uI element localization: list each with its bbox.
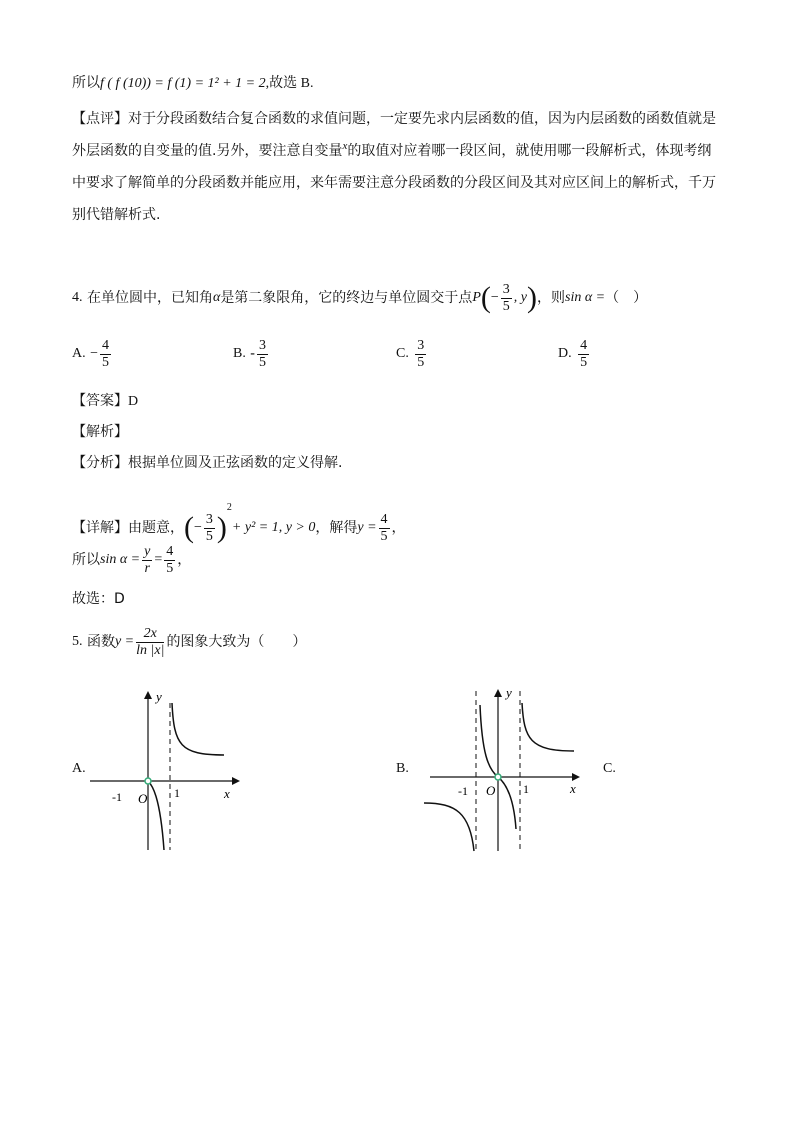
option-d-den: 5 <box>580 354 588 370</box>
q5-text-2: 的图象大致为（ ） <box>166 634 307 650</box>
detail-equation: + y² = 1, y > 0 <box>231 520 316 535</box>
option-a-den: 5 <box>101 354 109 370</box>
choose-text: 故选：D <box>72 591 125 607</box>
analysis-line <box>72 452 342 472</box>
answer-value: D <box>128 394 139 409</box>
graph-b-curve-far-left <box>424 803 474 851</box>
option-d-num: 4 <box>580 337 588 353</box>
detail-y-den: 5 <box>380 528 388 544</box>
analysis-tag: 【分析】 <box>72 455 128 471</box>
detail-lparen: ( <box>184 511 194 544</box>
graph-b[interactable] <box>416 683 586 855</box>
detail-square: 2 <box>226 502 232 513</box>
graph-a-curve-right <box>172 703 224 755</box>
option-c-num: 3 <box>417 337 425 353</box>
jiexi-tag: 【解析】 <box>72 424 128 440</box>
q4-text-1: 在单位圆中，已知角 <box>86 290 213 306</box>
conclusion-expression: f ( f (10)) = f (1) = 1² + 1 = 2 <box>100 76 266 91</box>
detail-fraction-num: 3 <box>205 511 213 527</box>
so-end: ， <box>177 552 192 568</box>
q4-lparen: ( <box>480 281 491 314</box>
comment-text-2b: 的取值对应着哪一段区间，就使用哪一段解析式，体现考纲 <box>347 143 712 159</box>
detail-y: y = <box>357 520 377 535</box>
option-d[interactable] <box>558 334 591 374</box>
option-c-fraction <box>415 338 426 371</box>
option-b-fraction <box>257 338 268 371</box>
option-c[interactable] <box>396 334 428 374</box>
conclusion-line <box>72 72 313 92</box>
detail-y-fraction <box>379 512 390 545</box>
graph-b-origin-dot <box>495 774 501 780</box>
graph-b-x-label: x <box>570 781 576 796</box>
graph-b-label <box>396 760 409 777</box>
graph-a-one: 1 <box>174 786 180 800</box>
detail-fraction-den: 5 <box>205 528 213 544</box>
graph-a-curve-left <box>148 781 164 850</box>
detail-end: ， <box>391 520 406 536</box>
comment-tag: 【点评】 <box>72 111 128 127</box>
graph-a-label-text: A. <box>72 761 86 776</box>
option-a[interactable] <box>72 334 113 374</box>
so-line <box>72 540 191 580</box>
graph-a-origin-dot <box>145 778 151 784</box>
option-d-fraction <box>578 338 589 371</box>
q4-rparen: ) <box>527 281 537 314</box>
conclusion-prefix: 所以 <box>72 75 100 91</box>
detail-line <box>72 484 406 544</box>
option-a-num: 4 <box>101 337 109 353</box>
comment-text-2a: 外层函数的自变量的值.另外，要注意自变量 <box>72 143 343 159</box>
choose-line <box>72 588 125 608</box>
detail-fraction <box>204 512 215 545</box>
q5-text-1: 函数 <box>86 634 115 650</box>
so-num: 4 <box>166 543 174 559</box>
q4-neg: − <box>490 290 499 305</box>
so-y: y <box>144 543 151 559</box>
q5-y: y = <box>114 634 135 649</box>
detail-rparen: ) <box>216 511 227 544</box>
graph-b-y-label: y <box>506 685 512 700</box>
option-a-fraction <box>100 338 111 371</box>
option-b-den: 5 <box>258 354 266 370</box>
graph-a[interactable] <box>90 685 250 855</box>
graph-a-x-arrow <box>232 777 240 785</box>
analysis-text: 根据单位圆及正弦函数的定义得解. <box>128 455 343 471</box>
graph-a-label <box>72 760 86 777</box>
option-a-sign: − <box>90 346 98 361</box>
graph-b-neg-one: -1 <box>458 784 468 798</box>
option-b-sign: - <box>250 346 255 361</box>
option-a-label: A. <box>72 346 86 361</box>
graph-b-x-arrow <box>572 773 580 781</box>
so-eq: = <box>154 552 163 567</box>
graph-c-label <box>603 760 616 777</box>
option-d-label: D. <box>558 346 572 361</box>
graph-b-curve-right <box>522 703 574 751</box>
q4-paren: （ ） <box>605 290 648 306</box>
q5-stem <box>72 620 306 664</box>
comment-line-1 <box>72 108 716 128</box>
q4-point: P <box>472 290 481 305</box>
jiexi-heading <box>72 421 128 441</box>
detail-solve: ，解得 <box>315 520 358 536</box>
graph-b-one: 1 <box>523 782 529 796</box>
so-text: 所以 <box>72 552 100 568</box>
option-b-num: 3 <box>258 337 266 353</box>
detail-text: 由题意， <box>128 520 184 536</box>
q4-text-2: 是第二象限角，它的终边与单位圆交于点 <box>220 290 473 306</box>
comment-line-2 <box>72 140 711 160</box>
graph-a-origin: O <box>138 791 148 806</box>
q4-point-y: , y <box>513 290 527 305</box>
comment-text-3: 中要求了解简单的分段函数并能应用，来年需要注意分段函数的分段区间及其对应区间上的解析式，千万 <box>72 175 716 191</box>
q4-text-3: ，则 <box>537 290 565 306</box>
q4-stem <box>72 276 647 320</box>
q5-fraction <box>136 626 164 659</box>
so-fraction <box>164 544 175 577</box>
so-sin: sin α = <box>100 552 141 567</box>
option-b-label: B. <box>233 346 246 361</box>
q4-fraction-den: 5 <box>502 298 510 314</box>
detail-y-num: 4 <box>380 511 388 527</box>
q5-number: 5. <box>72 634 83 649</box>
graph-b-y-arrow <box>494 689 502 697</box>
so-r: r <box>144 560 150 576</box>
so-den: 5 <box>166 560 174 576</box>
answer-tag: 【答案】 <box>72 393 128 409</box>
q5-fraction-num: 2x <box>136 626 164 643</box>
q4-alpha: α <box>212 290 221 305</box>
so-yr-fraction <box>142 544 152 577</box>
graph-c-label-text: C. <box>603 761 616 776</box>
q4-fraction <box>501 282 512 315</box>
comment-text-4: 别代错解析式. <box>72 207 161 223</box>
q4-sin: sin α = <box>565 290 606 305</box>
graph-a-y-label: y <box>156 689 162 704</box>
option-c-label: C. <box>396 346 409 361</box>
conclusion-suffix: ,故选 B. <box>265 76 314 91</box>
q4-number: 4. <box>72 290 83 305</box>
detail-neg: − <box>194 520 202 535</box>
graph-a-neg-one: -1 <box>112 790 122 804</box>
comment-line-4 <box>72 204 160 224</box>
option-b[interactable] <box>233 334 270 374</box>
comment-text-1: 对于分段函数结合复合函数的求值问题，一定要先求内层函数的值，因为内层函数的函数值就是 <box>128 111 716 127</box>
comment-line-3 <box>72 172 716 192</box>
graph-a-y-arrow <box>144 691 152 699</box>
graph-b-label-text: B. <box>396 761 409 776</box>
q5-fraction-den: ln |x| <box>136 642 165 658</box>
option-c-den: 5 <box>417 354 425 370</box>
comment-variable: x <box>342 140 348 152</box>
q4-fraction-num: 3 <box>502 281 510 297</box>
graph-a-x-label: x <box>224 786 230 801</box>
answer-line <box>72 390 138 410</box>
detail-tag: 【详解】 <box>72 520 128 536</box>
graph-b-origin: O <box>486 783 496 798</box>
